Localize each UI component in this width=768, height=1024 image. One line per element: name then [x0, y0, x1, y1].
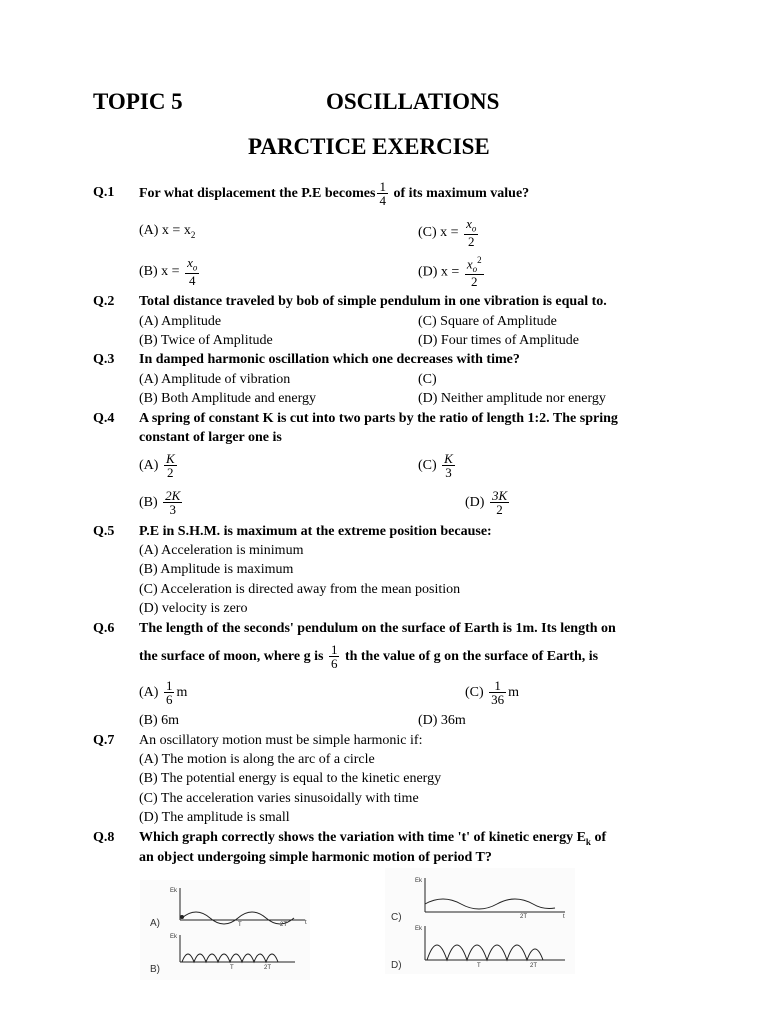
- option-a: (A) $x = x_2$: [139, 223, 196, 240]
- option-b: (B) The potential energy is equal to the kinetic energy: [139, 771, 442, 786]
- question-text: P.E in S.H.M. is maximum at the extreme position because:: [139, 524, 492, 539]
- option-a: (A) Acceleration is minimum: [139, 543, 304, 558]
- svg-text:2T: 2T: [530, 963, 538, 969]
- question-text: In damped harmonic oscillation which one decreases with time?: [139, 352, 520, 367]
- option-c: (C) Acceleration is directed away from the mean position: [139, 582, 461, 597]
- graph-options-a-b: [140, 880, 310, 980]
- graph-label-a: A): [150, 918, 160, 929]
- question-text: An oscillatory motion must be simple harmonic if:: [139, 733, 423, 748]
- option-a: (A) $\frac{K}{2}$: [139, 450, 175, 481]
- svg-text:2T: 2T: [520, 914, 528, 920]
- option-a: (A) Amplitude: [139, 314, 222, 329]
- option-c: (C) $\frac{1}{36}$ m: [465, 677, 520, 708]
- topic-number: TOPIC 5: [93, 89, 183, 114]
- option-b: (B) Amplitude is maximum: [139, 562, 294, 577]
- question-text: Total distance traveled by bob of simple pendulum in one vibration is equal to.: [139, 294, 607, 309]
- option-b: (B) x = $\frac{x_o}{4}$: [139, 255, 198, 289]
- question-number: Q.2: [93, 294, 115, 309]
- option-d: (D) Four times of Amplitude: [418, 333, 579, 348]
- option-c: (C) Square of Amplitude: [418, 314, 557, 329]
- option-b: (B) Both Amplitude and energy: [139, 391, 317, 406]
- svg-text:t: t: [563, 914, 565, 920]
- question-number: Q.7: [93, 733, 115, 748]
- svg-text:T: T: [477, 963, 481, 969]
- svg-text:T: T: [230, 965, 234, 971]
- question-text-cont: an object undergoing simple harmonic motion of period T?: [139, 850, 492, 865]
- question-text: The length of the seconds' pendulum on the surface of Earth is 1m. Its length on: [139, 621, 616, 636]
- question-text: Which graph correctly shows the variation with time 't' of kinetic energy $E_k$ of: [139, 830, 607, 847]
- question-text-cont: constant of larger one is: [139, 430, 282, 445]
- option-d: (D) velocity is zero: [139, 601, 248, 616]
- page-subtitle: PARCTICE EXERCISE: [248, 134, 490, 159]
- svg-text:2T: 2T: [264, 965, 272, 971]
- svg-text:T: T: [238, 922, 242, 928]
- graph-label-c: C): [391, 912, 402, 923]
- option-a: (A) The motion is along the arc of a circle: [139, 752, 375, 767]
- question-number: Q.4: [93, 411, 115, 426]
- option-d: (D) 36m: [418, 713, 466, 728]
- option-c: (C) x = $\frac{x_o}{2}$: [418, 216, 477, 250]
- question-number: Q.8: [93, 830, 115, 845]
- option-a: (A) $\frac{1}{6}$ m: [139, 677, 188, 708]
- question-number: Q.3: [93, 352, 115, 367]
- question-text: A spring of constant K is cut into two parts by the ratio of length 1:2. The spring: [139, 411, 618, 426]
- svg-text:Ek: Ek: [415, 878, 423, 884]
- option-d: (D) $\frac{3K}{2}$: [465, 487, 508, 518]
- graph-options-c-d: [385, 868, 575, 974]
- question-text: For what displacement the P.E becomes $\frac{1}{4}$ of its maximum value?: [139, 178, 530, 209]
- option-c: (C): [418, 372, 437, 387]
- option-b: (B) Twice of Amplitude: [139, 333, 273, 348]
- topic-title: OSCILLATIONS: [326, 89, 500, 114]
- axis-label: Ek: [170, 888, 178, 894]
- option-a: (A) Amplitude of vibration: [139, 372, 291, 387]
- option-d: (D) Neither amplitude nor energy: [418, 391, 606, 406]
- option-d: (D) The amplitude is small: [139, 810, 290, 825]
- option-b: (B) 6m: [139, 713, 180, 728]
- option-c: (C) The acceleration varies sinusoidally with time: [139, 791, 419, 806]
- graph-label-b: B): [150, 964, 160, 975]
- svg-text:t: t: [305, 920, 307, 926]
- option-d: (D) x = $\frac{x_o^2}{2}$: [418, 255, 482, 290]
- option-c: (C) $\frac{K}{3}$: [418, 450, 453, 481]
- question-number: Q.5: [93, 524, 115, 539]
- svg-text:2T: 2T: [280, 922, 288, 928]
- fraction: $\frac{1}{4}$: [379, 178, 386, 209]
- svg-text:Ek: Ek: [415, 926, 423, 932]
- option-b: (B) $\frac{2K}{3}$: [139, 487, 181, 518]
- svg-text:Ek: Ek: [170, 934, 178, 940]
- graph-label-d: D): [391, 960, 402, 971]
- question-text-cont: the surface of moon, where g is $\frac{1}{6}$ th the value of g on the surface of Earth, is: [139, 641, 599, 672]
- question-number: Q.1: [93, 185, 115, 200]
- question-number: Q.6: [93, 621, 115, 636]
